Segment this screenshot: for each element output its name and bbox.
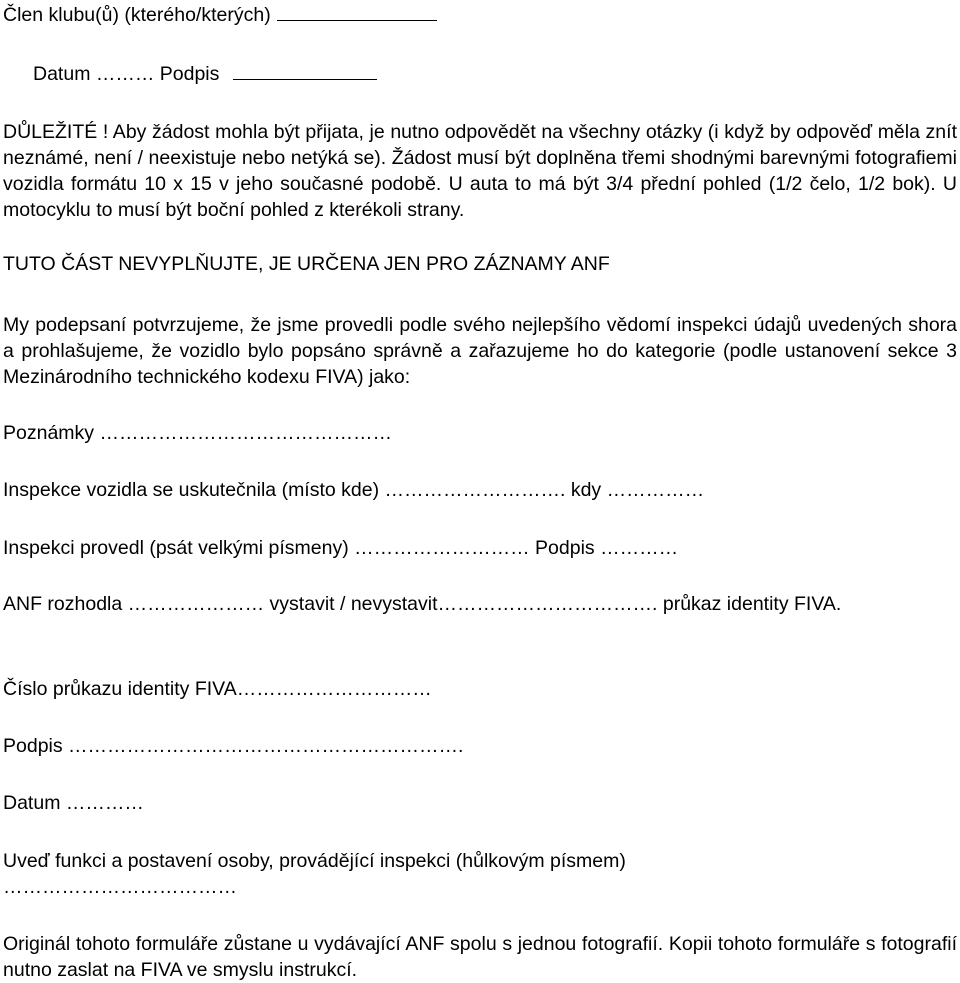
date-sign-label: Datum ……… Podpis	[33, 63, 220, 85]
footer-note: Originál tohoto formuláře zůstane u vydávající ANF spolu s jednou fotografií. Kopii tohoto formuláře s fotografií nutno zaslat na FIVA ve smyslu instrukcí.	[3, 933, 957, 981]
date-field[interactable]: Datum …………	[3, 792, 144, 814]
fiva-id-field[interactable]: Číslo průkazu identity FIVA…………………………	[3, 678, 432, 700]
notes-field[interactable]: Poznámky ………………………………………	[3, 422, 392, 444]
member-field	[3, 2, 957, 28]
role-field[interactable]: ………………………………	[3, 876, 237, 898]
member-line[interactable]	[277, 2, 437, 21]
inspection-place-field[interactable]: Inspekce vozidla se uskutečnila (místo kde) ………………………. kdy ……………	[3, 479, 705, 501]
date-sign-field	[33, 61, 957, 87]
important-note: DŮLEŽITÉ ! Aby žádost mohla být přijata, je nutno odpovědět na všechny otázky (i když by odpověď měla znít neznámé, není / neexistuje nebo netýká se). Žádost musí být doplněna třemi shodnými barevnými fotografiemi vozidla formátu 10 x 15 v jeho současné podobě. U auta to má být 3/4 přední pohled (1/2 čelo, 1/2 bok). U motocyklu to musí být boční pohled z kterékoli strany.	[3, 121, 957, 221]
inspector-field[interactable]: Inspekci provedl (psát velkými písmeny) ……………………… Podpis …………	[3, 537, 679, 559]
signature-field[interactable]: Podpis …………………………………………………….	[3, 735, 464, 757]
sign-line[interactable]	[233, 61, 377, 80]
member-label: Člen klubu(ů) (kterého/kterých)	[3, 4, 271, 26]
anf-header: TUTO ČÁST NEVYPLŇUJTE, JE URČENA JEN PRO ZÁZNAMY ANF	[3, 253, 610, 275]
declaration-text: My podepsaní potvrzujeme, že jsme provedli podle svého nejlepšího vědomí inspekci údajů uvedených shora a prohlašujeme, že vozidlo bylo popsáno správně a zařazujeme ho do kategorie (podle ustanovení sekce 3 Mezinárodního technického kodexu FIVA) jako:	[3, 314, 957, 388]
role-label: Uveď funkci a postavení osoby, provádějící inspekci (hůlkovým písmem)	[3, 850, 626, 872]
anf-decision-field[interactable]: ANF rozhodla ………………… vystavit / nevystavit……………………………. průkaz identity FIVA.	[3, 593, 842, 615]
